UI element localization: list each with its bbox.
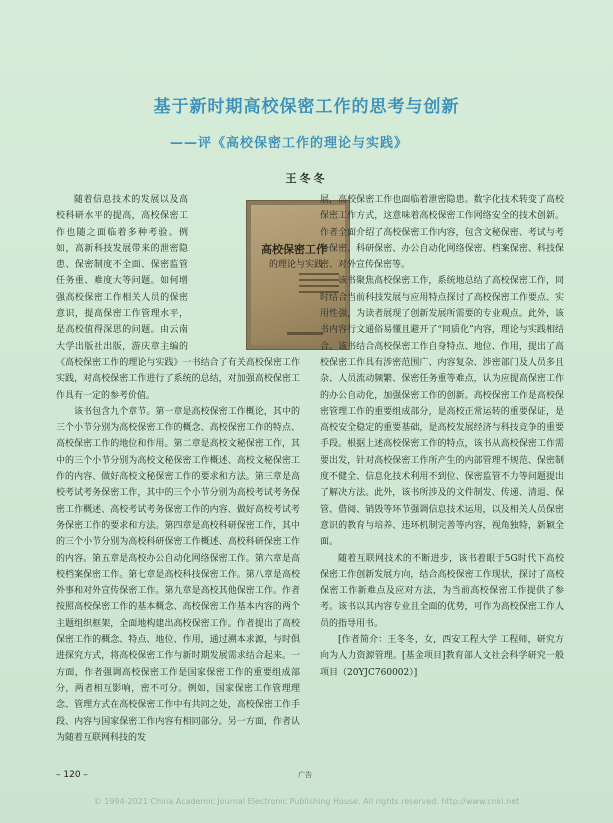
body-paragraph: 该书包含九个章节。第一章是高校保密工作概论，其中的三个小节分别为高校保密工作的概念、高校保密工作的特点、高校保密工作的地位和作用。第二章是高校文秘保密工作，其中的三个小节分别为高校文秘保密工作概述、高校文秘保密工作的内容、做好高校文秘保密工作的要求和方法。第三章是高校考试考务保密工作，其中的三个小节分别为高校考试考务保密工作概述、高校考试考务保密工作的内容、做好高校考试考务保密工作的要求和方法。第四章是高校科研保密工作，其中的三个小节分别为高校科研保密工作概述、高校科研保密工作的内容。第五章是高校办公自动化网络保密工作。第六章是高校档案保密工作。第七章是高校科技保密工作。第八章是高校外事和对外宣传保密工作。第九章是高校其他保密工作。作者按照高校保密工作的基本概念、高校保密工作基本内容的两个主题组织框架，全面地构建出高校保密工作。作者提出了高校保密工作的概念、特点、地位、作用，通过溯本求源，与时俱进探究方式，将高校保密工作与新时期发展需求结合起来。一方面，作者强调高校保密工作是国家保密工作的重要组成部分，两者相互影响，密不可分。例如，国家保密工作管理理念、管理方式在高校保密工作中有共同之处，高校保密工作手段、内容与国家保密工作内容有相同部分。另一方面，作者认为随着互联网科技的发 <box>56 406 300 743</box>
article-subtitle: ——评《高校保密工作的理论与实践》 <box>170 136 409 151</box>
body-paragraph <box>56 192 300 404</box>
book-cover-subtitle: 的理论与实践 <box>269 260 324 270</box>
author-note: [作者简介：王冬冬，女，西安工程大学 工程师，研究方向为人力资源管理。[基金项目]教育部人文社会科学研究一般项目（20YJC760002）] <box>320 635 564 678</box>
left-text-column <box>56 192 300 746</box>
article-title: 基于新时期高校保密工作的思考与创新 <box>153 97 460 117</box>
author-name: 王冬冬 <box>285 172 328 185</box>
paragraph-text: 随着信息技术的发展以及高校科研水平的提高，高校保密工作也随之面临着多种考验。例如，高新科技发展带来的泄密隐患、保密制度不全面、保密监管任务重、难度大等问题。如何增强高校保密工作相关人员的保密意识，提高保密工作管理水平，是高校值得深思的问题。由云南大学出版社出版，游庆章主编的《高校保密工作的理论与实践》一书结合了有关高校保密工作实践，对高校保密工作进行了系统的总结，对加强高校保密工作具有一定的参考价值。 <box>56 195 300 401</box>
right-text-column <box>320 192 564 681</box>
body-paragraph: 该书聚焦高校保密工作，系统地总结了高校保密工作，同时结合当前科技发展与应用特点探讨了高校保密工作要点、实用性强，为读者展现了创新发展所需要的专业观点。此外，该书内容行文通俗易懂且避开了“同质化”内容，理论与实践相结合。该书结合高校保密工作自身特点、地位、作用，提出了高校保密工作具有涉密范围广、内容复杂、涉密部门及人员多且杂、人员流动频繁、保密任务重等难点，认为应提高保密工作的办公自动化，加强保密工作的创新。高校保密工作是高校保密管理工作的重要组成部分，是高校正常运转的重要保证，是高校安全稳定的重要基础，是高校发展经济与科技竞争的重要手段。根据上述高校保密工作的特点，该书从高校保密工作需要出发，针对高校保密工作所产生的内部管理不规范、保密制度不健全、信息化技术利用不到位、保密监管不力等问题提出了解决方法。此外，该书所涉及的文件制发、传递、清退、保管、借阅、销毁等环节强调信息技术运用，以及相关人员保密意识的教育与培养、违环机制完善等内容，视角独特，新颖全面。 <box>320 276 564 548</box>
page-number: – 120 – <box>56 770 88 780</box>
body-paragraph: 随着互联网技术的不断进步，该书着眼于5G时代下高校保密工作创新发展方向，结合高校保密工作现状，探讨了高校保密工作新难点及应对方法，为当前高校保密工作提供了参考。该书以其内容专业且全面的优势，可作为高校保密工作人员的指导用书。 <box>320 553 564 629</box>
ad-mark: 广告 <box>298 771 312 779</box>
copyright-footer: © 1994-2021 China Academic Journal Electronic Publishing House. All rights reserved. http://www.cnki.net <box>93 797 520 806</box>
image-float-spacer <box>194 194 300 348</box>
book-cover-title: 高校保密工作 <box>261 243 327 256</box>
body-paragraph: 展，高校保密工作也面临着泄密隐患。数字化技术转变了高校保密工作方式，这意味着高校保密工作网络安全的技术创新。作者全面介绍了高校保密工作内容，包含文秘保密、考试与考务保密、科研保密、办公自动化网络保密、档案保密、科技保密、对外宣传保密等。 <box>320 195 564 271</box>
